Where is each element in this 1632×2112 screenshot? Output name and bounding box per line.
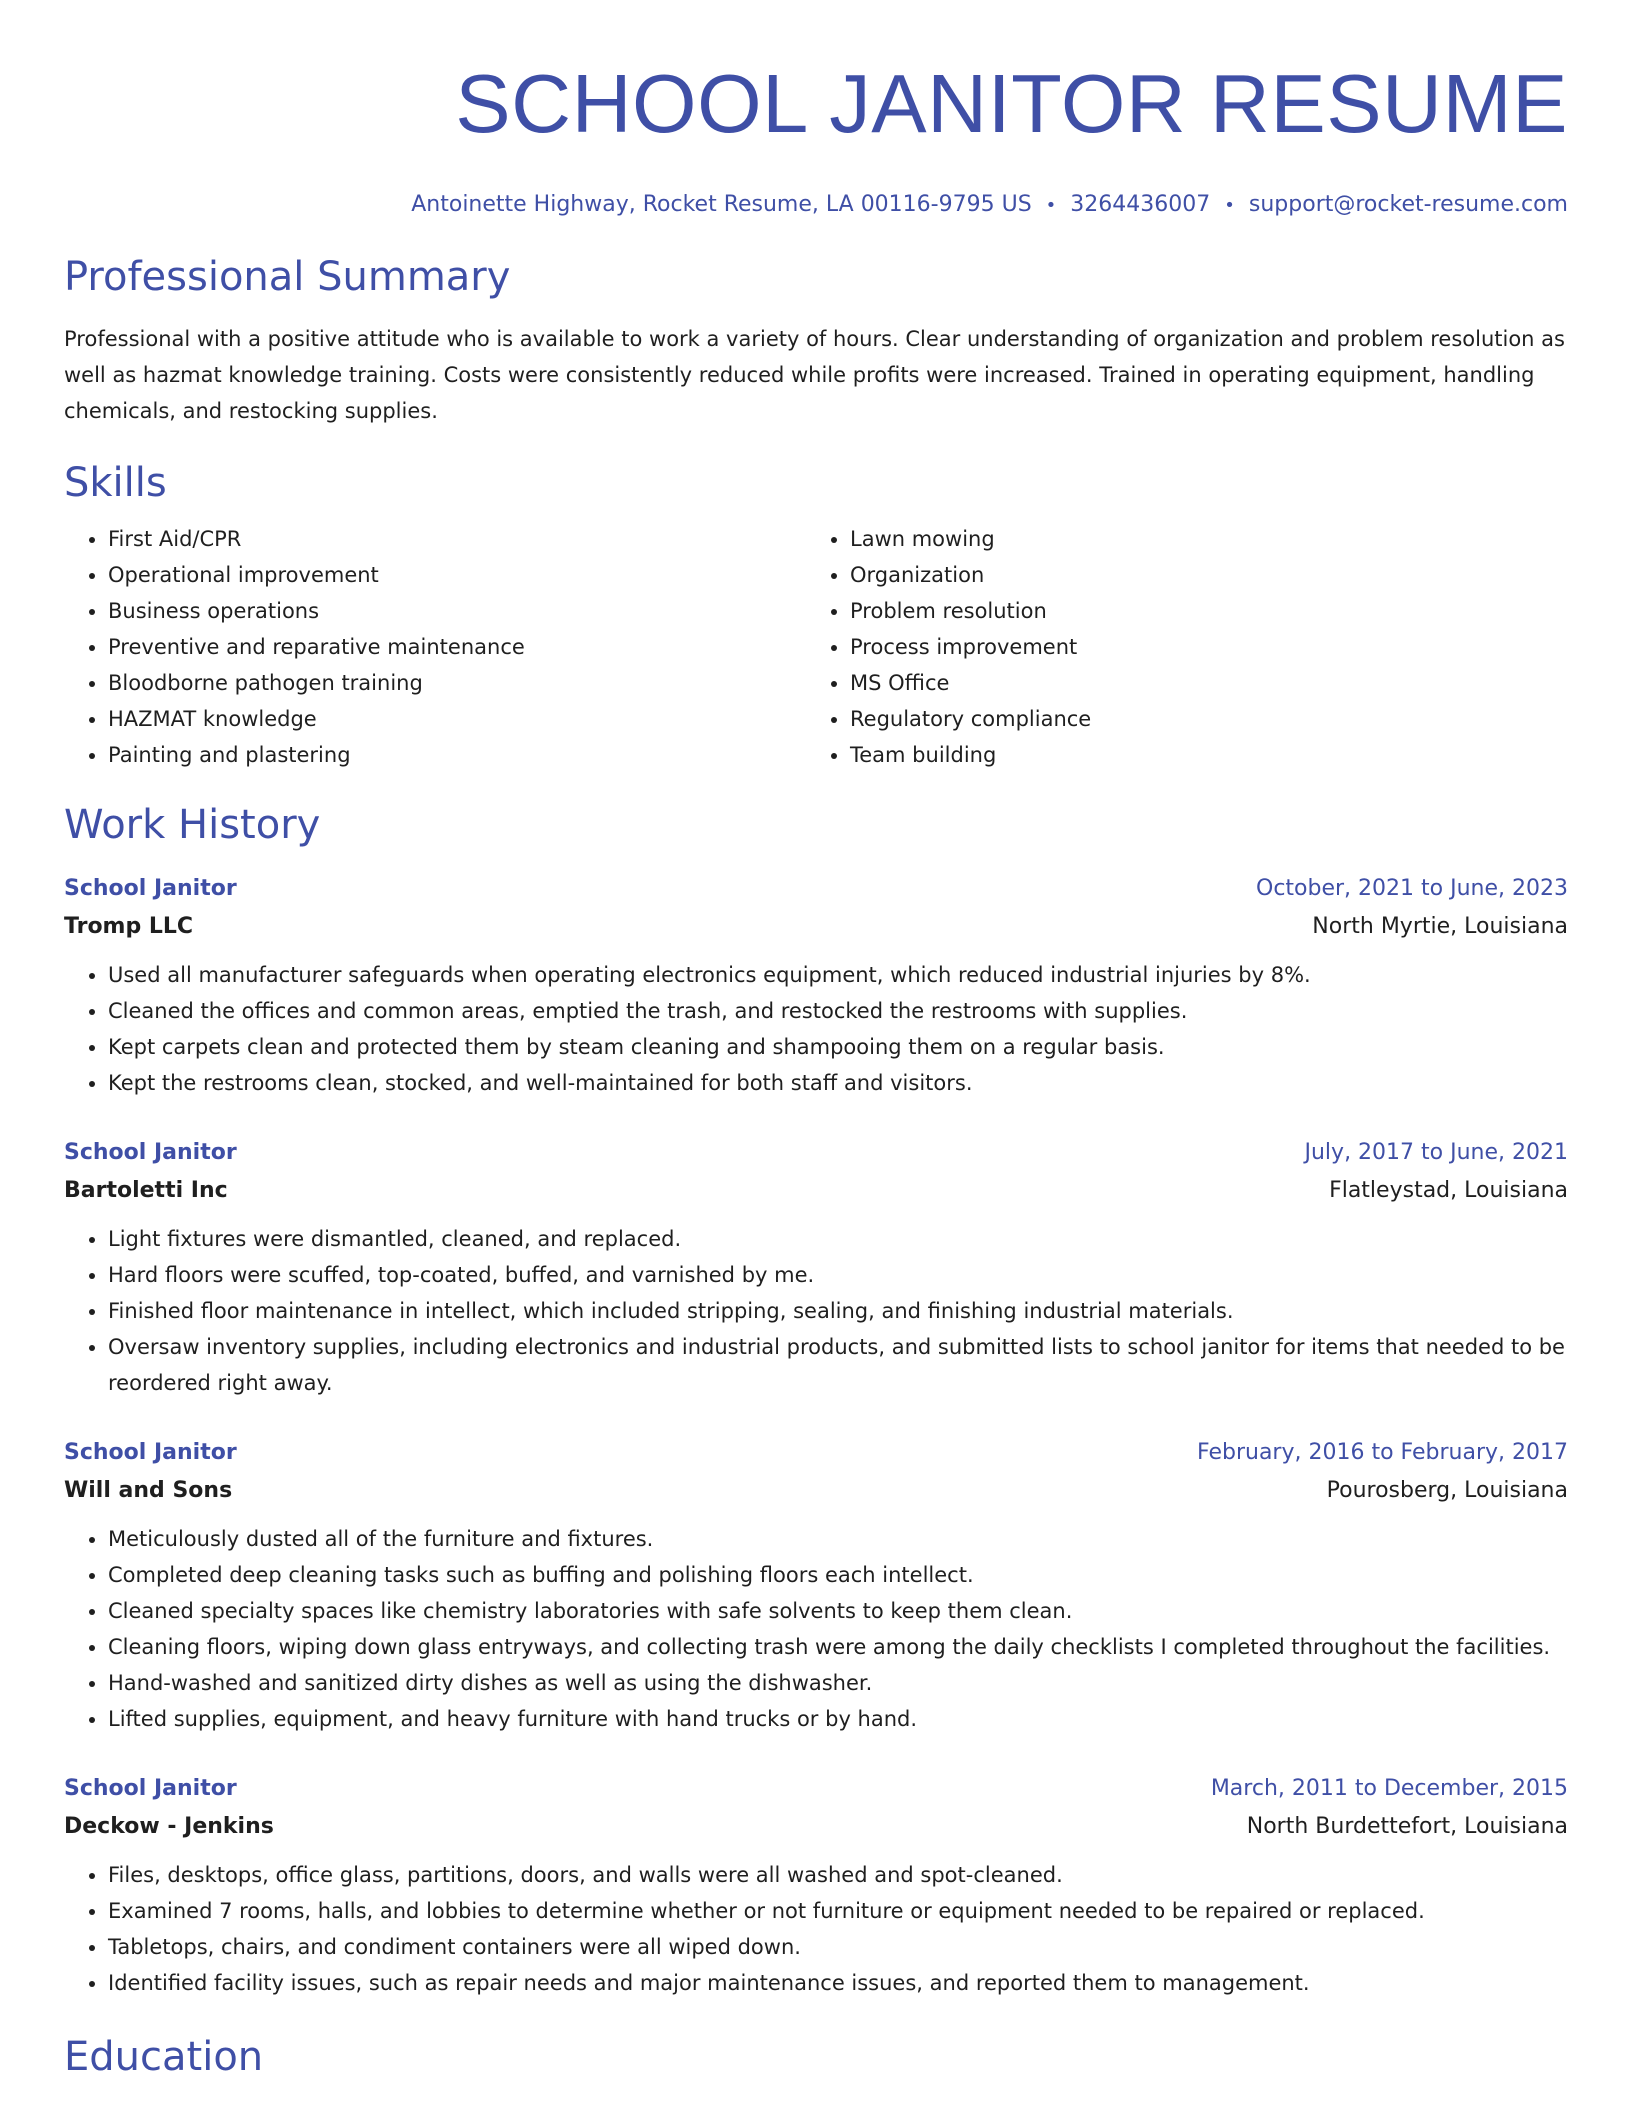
job-company-row: [64, 1807, 1568, 1847]
job-bullet: • Identified facility issues, such as repair needs and major maintenance issues, and reported them to management.: [108, 1965, 1568, 2001]
job-bullet: • Kept the restrooms clean, stocked, and well-maintained for both staff and visitors.: [108, 1065, 1568, 1101]
skill-item: • MS Office: [850, 665, 1568, 701]
job-bullet: • Examined 7 rooms, halls, and lobbies to determine whether or not furniture or equipment needed to be repaired or replaced.: [108, 1893, 1568, 1929]
skill-item: • Lawn mowing: [850, 521, 1568, 557]
job-header-row: [64, 871, 1568, 907]
summary-text: Professional with a positive attitude who is available to work a variety of hours. Clear understanding of organization and problem resolution as well as hazmat knowledge training. Costs were consistently reduced while profits were increased. Trained in operating equipment, handling chemicals, and restocking supplies.: [64, 327, 1565, 423]
education-heading: Education: [64, 2034, 264, 2080]
job-title: School Janitor: [64, 1440, 237, 1465]
job-title: School Janitor: [64, 1140, 237, 1165]
job-bullet: • Finished floor maintenance in intellect, which included stripping, sealing, and finishing industrial materials.: [108, 1293, 1568, 1329]
job-company: Bartoletti Inc: [64, 1178, 228, 1203]
contact-phone: 3264436007: [1070, 192, 1211, 217]
job-bullet: • Cleaning floors, wiping down glass entryways, and collecting trash were among the daily checklists I completed throughout the facilities.: [108, 1629, 1568, 1665]
skill-item: • Organization: [850, 557, 1568, 593]
job-bullets: [64, 957, 1568, 1101]
skills-list: [64, 521, 1568, 773]
skills-column-right: [806, 521, 1568, 773]
skill-item: • Painting and plastering: [108, 737, 806, 773]
contact-address: Antoinette Highway, Rocket Resume, LA 00116-9795 US: [411, 192, 1032, 217]
job-title: School Janitor: [64, 1776, 237, 1801]
summary-heading: Professional Summary: [64, 254, 511, 300]
resume-page: [64, 0, 1568, 2083]
skill-item: • Business operations: [108, 593, 806, 629]
job-location: Pourosberg, Louisiana: [1326, 1478, 1568, 1503]
job-bullet: • Kept carpets clean and protected them by steam cleaning and shampooing them on a regular basis.: [108, 1029, 1568, 1065]
job-dates: July, 2017 to June, 2021: [1304, 1140, 1568, 1165]
contact-separator: •: [1224, 195, 1235, 216]
job-bullet: • Hard floors were scuffed, top-coated, buffed, and varnished by me.: [108, 1257, 1568, 1293]
work-history-heading: Work History: [64, 802, 321, 848]
job-bullet: • Completed deep cleaning tasks such as buffing and polishing floors each intellect.: [108, 1557, 1568, 1593]
job-dates: March, 2011 to December, 2015: [1210, 1776, 1568, 1801]
job-location: Flatleystad, Louisiana: [1329, 1178, 1568, 1203]
skill-item: • Bloodborne pathogen training: [108, 665, 806, 701]
skills-column-left: [64, 521, 806, 773]
skill-item: • Operational improvement: [108, 557, 806, 593]
job-bullets: [64, 1857, 1568, 2001]
contact-line: [64, 190, 1568, 221]
job-dates: February, 2016 to February, 2017: [1197, 1440, 1568, 1465]
job-bullet: • Cleaned specialty spaces like chemistry laboratories with safe solvents to keep them clean.: [108, 1593, 1568, 1629]
skill-item: • Preventive and reparative maintenance: [108, 629, 806, 665]
skill-item: • HAZMAT knowledge: [108, 701, 806, 737]
contact-email[interactable]: support@rocket-resume.com: [1248, 192, 1568, 217]
job-bullet: • Oversaw inventory supplies, including electronics and industrial products, and submitted lists to school janitor for items that needed to be reordered right away.: [108, 1329, 1568, 1401]
job-bullet: • Files, desktops, office glass, partitions, doors, and walls were all washed and spot-cleaned.: [108, 1857, 1568, 1893]
job-dates: October, 2021 to June, 2023: [1256, 876, 1568, 901]
job-company-row: [64, 907, 1568, 947]
job-location: North Burdettefort, Louisiana: [1246, 1814, 1568, 1839]
job-entry: [64, 1771, 1568, 2001]
job-bullet: • Hand-washed and sanitized dirty dishes as well as using the dishwasher.: [108, 1665, 1568, 1701]
skill-item: • Problem resolution: [850, 593, 1568, 629]
contact-separator: •: [1045, 195, 1057, 216]
job-entry: [64, 1435, 1568, 1737]
job-header-row: [64, 1771, 1568, 1807]
skills-heading: Skills: [64, 460, 167, 506]
job-company-row: [64, 1171, 1568, 1211]
skill-item: • Team building: [850, 737, 1568, 773]
job-entry: [64, 871, 1568, 1101]
job-bullet: • Used all manufacturer safeguards when operating electronics equipment, which reduced industrial injuries by 8%.: [108, 957, 1568, 993]
job-bullets: [64, 1521, 1568, 1737]
job-bullet: • Light fixtures were dismantled, cleaned, and replaced.: [108, 1221, 1568, 1257]
job-title: School Janitor: [64, 876, 237, 901]
job-company: Deckow - Jenkins: [64, 1814, 274, 1839]
job-header-row: [64, 1435, 1568, 1471]
job-bullet: • Cleaned the offices and common areas, emptied the trash, and restocked the restrooms with supplies.: [108, 993, 1568, 1029]
skill-item: • First Aid/CPR: [108, 521, 806, 557]
job-bullet: • Lifted supplies, equipment, and heavy furniture with hand trucks or by hand.: [108, 1701, 1568, 1737]
skill-item: • Regulatory compliance: [850, 701, 1568, 737]
skill-item: • Process improvement: [850, 629, 1568, 665]
job-header-row: [64, 1135, 1568, 1171]
resume-title: SCHOOL JANITOR RESUME: [455, 57, 1568, 150]
job-bullets: [64, 1221, 1568, 1401]
job-company: Will and Sons: [64, 1478, 233, 1503]
job-bullet: • Meticulously dusted all of the furniture and fixtures.: [108, 1521, 1568, 1557]
job-bullet: • Tabletops, chairs, and condiment containers were all wiped down.: [108, 1929, 1568, 1965]
job-company: Tromp LLC: [64, 914, 194, 939]
job-entry: [64, 1135, 1568, 1401]
job-company-row: [64, 1471, 1568, 1511]
job-location: North Myrtie, Louisiana: [1312, 914, 1568, 939]
